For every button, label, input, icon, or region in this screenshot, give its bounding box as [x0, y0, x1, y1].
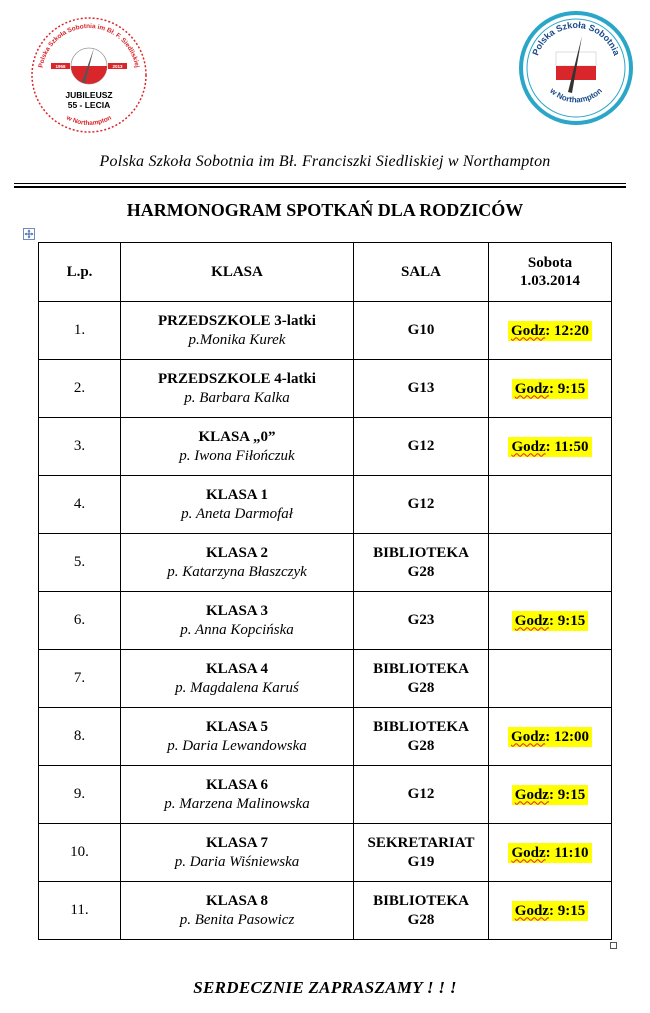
time-word: Godz — [511, 844, 546, 861]
room-line: G13 — [407, 380, 435, 396]
class-name: PRZEDSZKOLE 3-latki — [158, 312, 316, 329]
header-date-value: 1.03.2014 — [520, 273, 580, 289]
jubilee-seal-icon — [28, 14, 150, 136]
class-name: KLASA 2 — [205, 544, 269, 561]
time-value: 9:15 — [557, 786, 586, 803]
teacher-name: p. Benita Pasowicz — [179, 911, 295, 928]
time-cell — [489, 592, 612, 650]
seal-bottom-text: w Northampton — [65, 114, 113, 128]
row-number: 10. — [39, 824, 121, 882]
table-row — [39, 592, 612, 650]
table-row — [39, 766, 612, 824]
schedule-table — [38, 242, 612, 940]
row-number: 11. — [39, 882, 121, 940]
header-day: Sobota — [527, 255, 573, 271]
row-number: 2. — [39, 360, 121, 418]
room-line: SEKRETARIAT — [367, 834, 475, 851]
teacher-name: p. Aneta Darmofał — [181, 505, 293, 522]
svg-text:w Northampton — [64, 114, 112, 127]
room-line: BIBLIOTEKA — [373, 660, 469, 677]
class-cell — [121, 592, 354, 650]
class-cell — [121, 824, 354, 882]
table-row — [39, 824, 612, 882]
time-cell — [489, 882, 612, 940]
time-word: Godz — [511, 322, 546, 339]
table-row — [39, 534, 612, 592]
teacher-name: p. Barbara Kalka — [184, 389, 290, 406]
emblem-top-text: Polska Szkoła Sobotnia — [530, 19, 622, 57]
time-cell — [489, 708, 612, 766]
room-line: G12 — [407, 786, 435, 802]
room-line: BIBLIOTEKA — [373, 718, 469, 735]
teacher-name: p. Katarzyna Błaszczyk — [167, 563, 307, 580]
room-cell — [354, 766, 489, 824]
room-cell — [354, 824, 489, 882]
document-title: HARMONOGRAM SPOTKAŃ DLA RODZICÓW — [126, 200, 524, 220]
room-cell — [354, 592, 489, 650]
row-number: 6. — [39, 592, 121, 650]
row-number: 8. — [39, 708, 121, 766]
teacher-name: p. Marzena Malinowska — [164, 795, 310, 812]
class-name: KLASA 3 — [205, 602, 269, 619]
class-cell — [121, 302, 354, 360]
table-header-row — [39, 243, 612, 302]
class-name: KLASA 6 — [205, 776, 269, 793]
row-number: 5. — [39, 534, 121, 592]
class-cell — [121, 476, 354, 534]
table-resize-handle[interactable] — [610, 942, 617, 949]
class-name: KLASA 8 — [205, 892, 269, 909]
jubilee-logo — [28, 14, 150, 136]
meeting-time: Godz: 11:50 — [508, 437, 591, 457]
meeting-time: Godz: 12:00 — [508, 727, 592, 747]
time-value: 9:15 — [557, 380, 586, 397]
teacher-name: p. Iwona Fiłończuk — [179, 447, 295, 464]
class-name: KLASA 5 — [205, 718, 269, 735]
teacher-name: p.Monika Kurek — [188, 331, 286, 348]
time-word: Godz — [511, 438, 546, 455]
room-line: BIBLIOTEKA — [373, 892, 469, 909]
table-row — [39, 882, 612, 940]
time-word: Godz — [514, 612, 549, 629]
time-value: 11:10 — [554, 844, 589, 861]
school-emblem-icon — [518, 10, 634, 126]
room-cell — [354, 650, 489, 708]
table-row — [39, 360, 612, 418]
meeting-time: Godz: 9:15 — [512, 379, 588, 399]
time-cell — [489, 650, 612, 708]
school-logo — [518, 10, 634, 126]
room-line: G10 — [407, 322, 435, 338]
header-date — [489, 243, 612, 302]
room-line: G28 — [407, 563, 435, 580]
teacher-name: p. Daria Wiśniewska — [174, 853, 300, 870]
room-line: G23 — [407, 612, 435, 628]
row-number: 1. — [39, 302, 121, 360]
class-cell — [121, 534, 354, 592]
time-value: 9:15 — [557, 612, 586, 629]
class-cell — [121, 650, 354, 708]
row-number: 7. — [39, 650, 121, 708]
time-word: Godz — [514, 380, 549, 397]
time-value: 12:20 — [553, 322, 589, 339]
time-word: Godz — [514, 786, 549, 803]
table-row — [39, 650, 612, 708]
table-row — [39, 418, 612, 476]
teacher-name: p. Magdalena Karuś — [175, 679, 299, 696]
class-name: KLASA 1 — [205, 486, 269, 503]
row-number: 4. — [39, 476, 121, 534]
meeting-time: Godz: 9:15 — [512, 901, 588, 921]
meeting-time: Godz: 9:15 — [512, 785, 588, 805]
table-row — [39, 302, 612, 360]
header-lp: L.p. — [39, 243, 121, 302]
seal-line1: JUBILEUSZ — [65, 90, 113, 100]
table-row — [39, 708, 612, 766]
class-name: PRZEDSZKOLE 4-latki — [158, 370, 316, 387]
meeting-time: Godz: 11:10 — [508, 843, 591, 863]
school-name: Polska Szkoła Sobotnia im Bł. Franciszki Siedliskiej w Northampton — [99, 153, 551, 170]
header-sala: SALA — [354, 243, 489, 302]
time-cell — [489, 360, 612, 418]
time-cell — [489, 824, 612, 882]
room-line: G19 — [407, 853, 435, 870]
seal-year-end: 2013 — [112, 64, 123, 69]
table-body — [39, 302, 612, 940]
class-cell — [121, 418, 354, 476]
class-cell — [121, 360, 354, 418]
time-cell — [489, 766, 612, 824]
class-name: KLASA „0” — [198, 428, 276, 445]
teacher-name: p. Anna Kopcińska — [180, 621, 294, 638]
row-number: 9. — [39, 766, 121, 824]
table-row — [39, 476, 612, 534]
emblem-bottom-text: w Northampton — [548, 86, 604, 105]
room-cell — [354, 476, 489, 534]
room-line: BIBLIOTEKA — [373, 544, 469, 561]
room-cell — [354, 708, 489, 766]
header-rule-thin — [14, 183, 626, 184]
table-move-handle[interactable] — [23, 228, 35, 240]
time-cell — [489, 534, 612, 592]
time-value: 12:00 — [553, 728, 589, 745]
class-cell — [121, 882, 354, 940]
header-klasa: KLASA — [121, 243, 354, 302]
time-word: Godz — [511, 728, 546, 745]
header-rule-thick — [14, 186, 626, 188]
closing-invitation: SERDECZNIE ZAPRASZAMY ! ! ! — [193, 978, 457, 997]
time-word: Godz — [514, 902, 549, 919]
room-line: G12 — [407, 496, 435, 512]
seal-year-start: 1958 — [55, 64, 66, 69]
room-line: G28 — [407, 911, 435, 928]
time-cell — [489, 418, 612, 476]
class-name: KLASA 4 — [205, 660, 269, 677]
room-cell — [354, 302, 489, 360]
time-value: 11:50 — [554, 438, 589, 455]
class-cell — [121, 708, 354, 766]
room-line: G28 — [407, 679, 435, 696]
class-name: KLASA 7 — [205, 834, 269, 851]
room-cell — [354, 418, 489, 476]
class-cell — [121, 766, 354, 824]
meeting-time: Godz: 12:20 — [508, 321, 592, 341]
time-cell — [489, 302, 612, 360]
room-cell — [354, 534, 489, 592]
time-cell — [489, 476, 612, 534]
room-cell — [354, 882, 489, 940]
time-value: 9:15 — [557, 902, 586, 919]
row-number: 3. — [39, 418, 121, 476]
room-line: G12 — [407, 438, 435, 454]
room-cell — [354, 360, 489, 418]
room-line: G28 — [407, 737, 435, 754]
seal-line2: 55 - LECIA — [67, 100, 111, 110]
teacher-name: p. Daria Lewandowska — [167, 737, 307, 754]
seal-top-text: Polska Szkoła Sobotnia im Bł. F. Siedliskiej — [37, 22, 141, 69]
meeting-time: Godz: 9:15 — [512, 611, 588, 631]
move-arrows-icon — [24, 229, 34, 239]
